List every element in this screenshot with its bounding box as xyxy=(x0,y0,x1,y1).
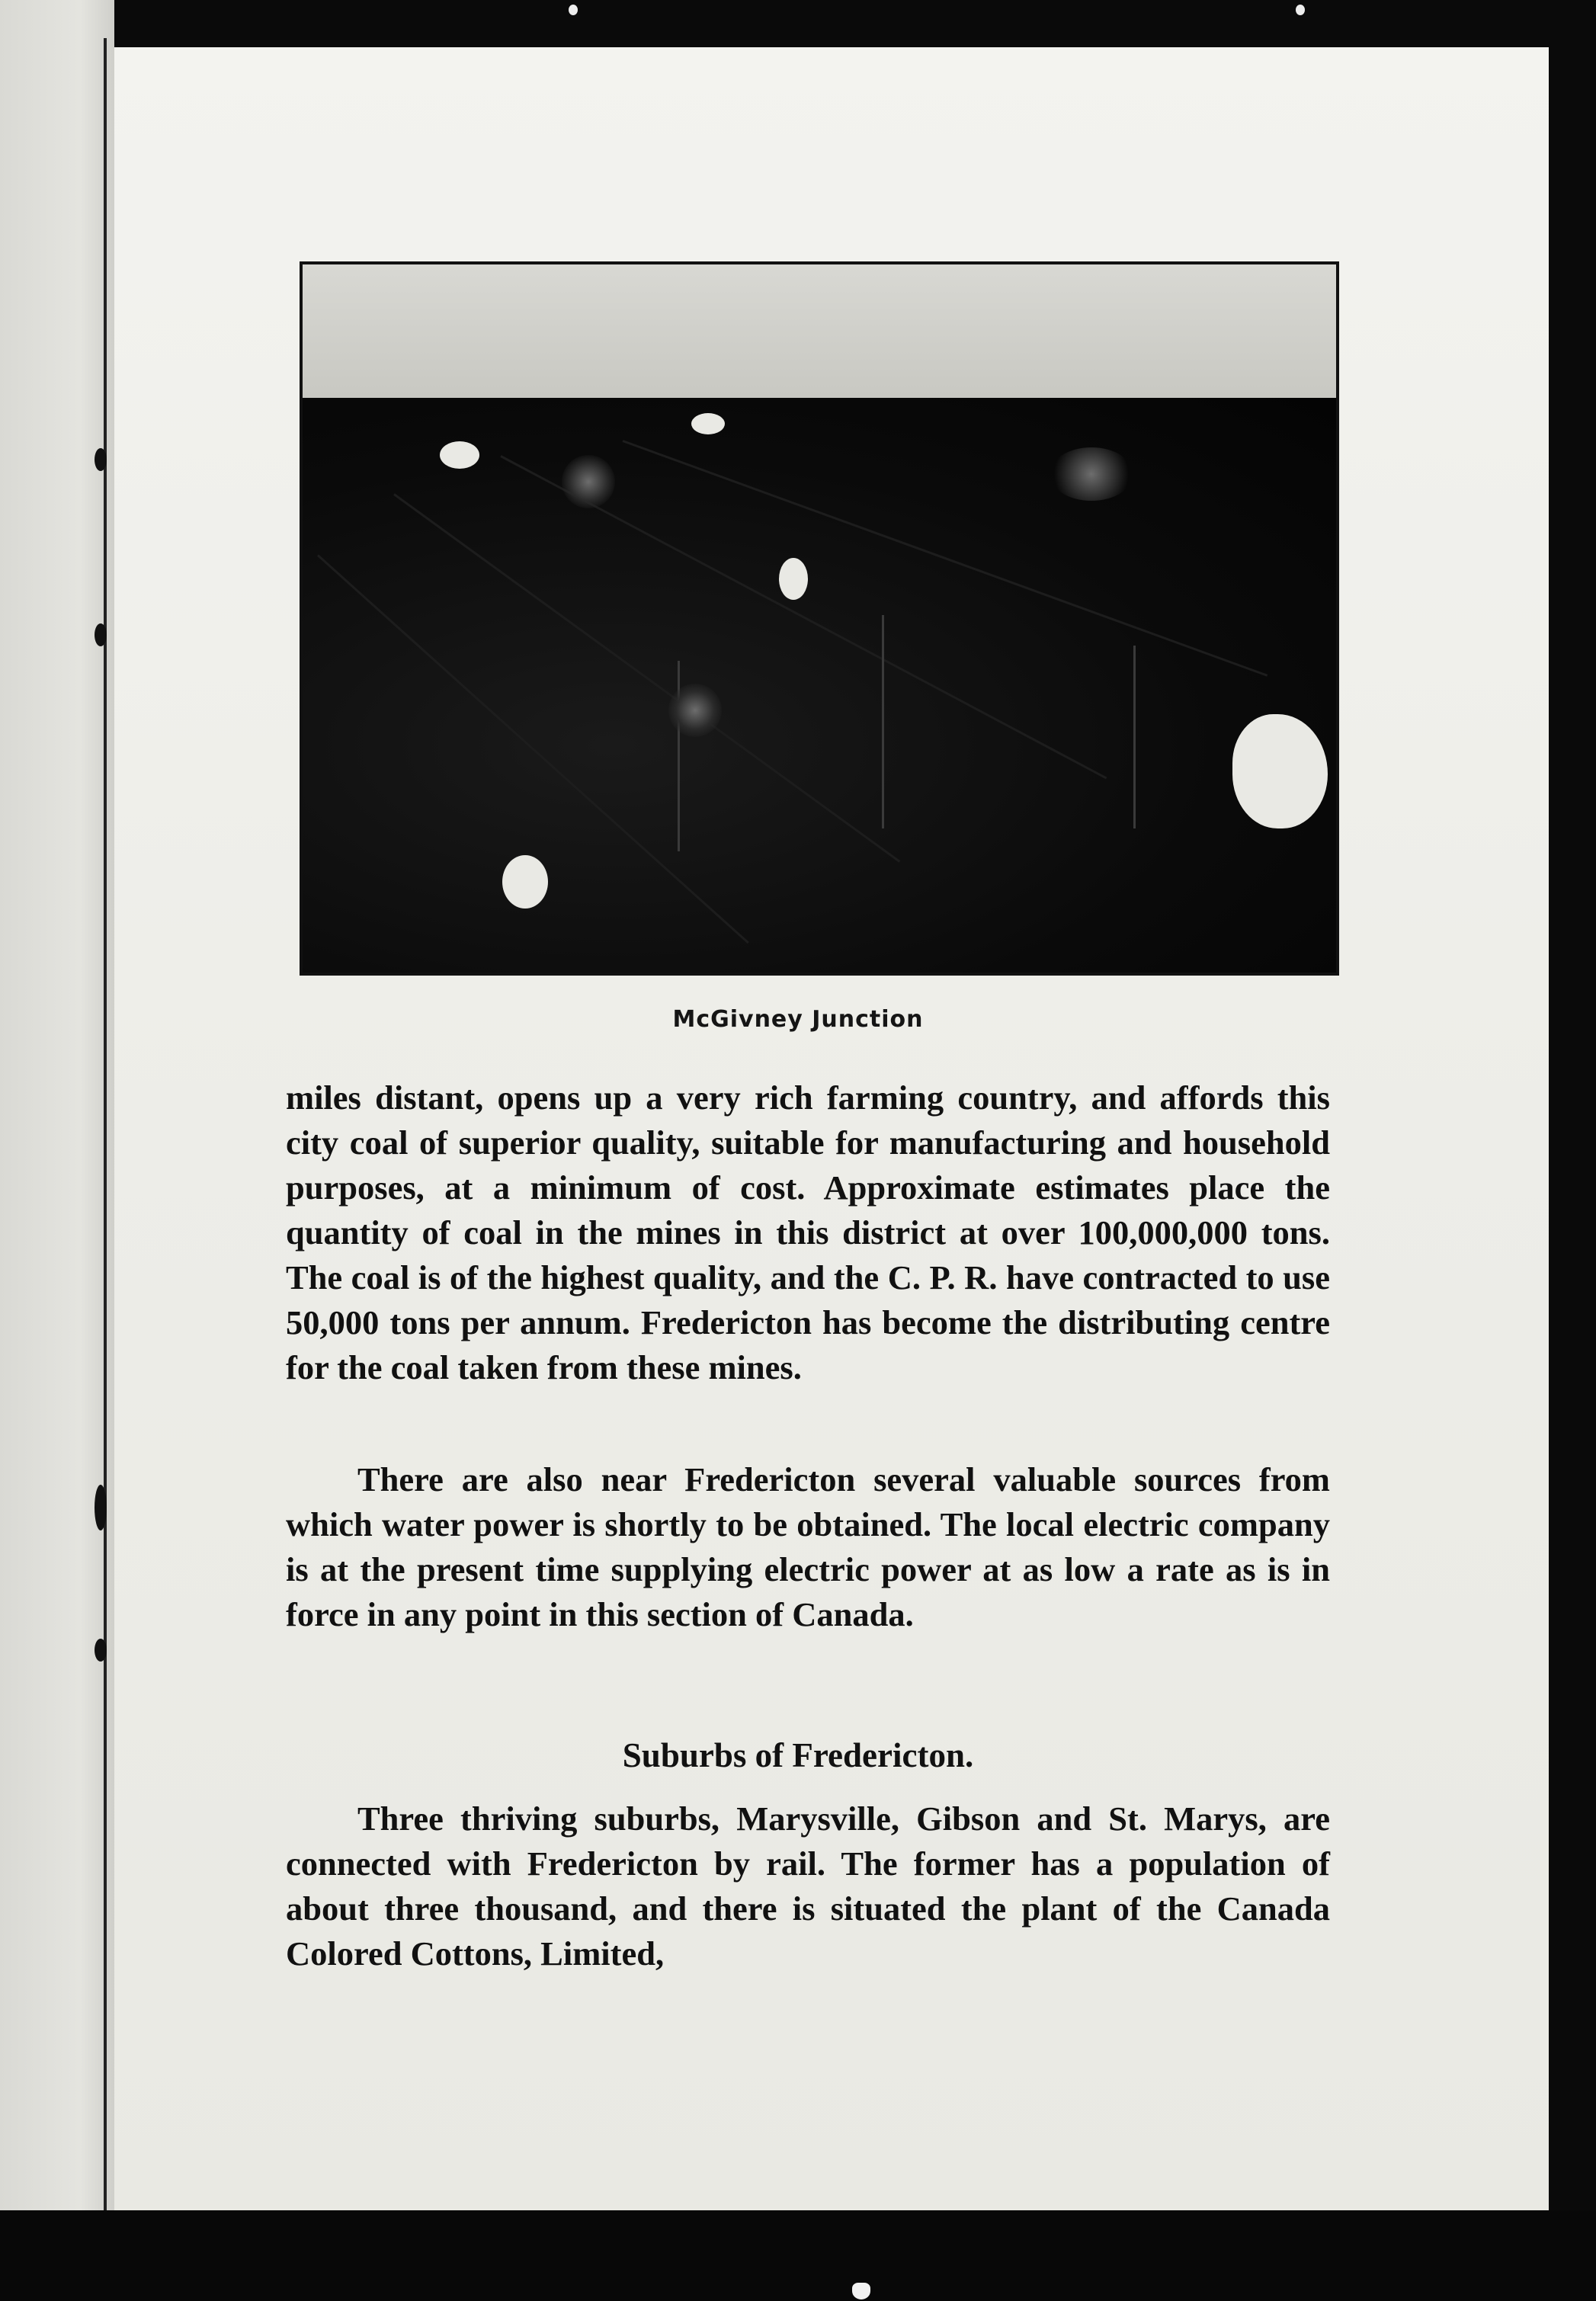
paragraph-text: Three thriving suburbs, Marysville, Gibson and St. Marys, are connected with Fredericton by rail. The former has a population of about three thousand, and there is situated the plant of the Canada Colored Cottons, Limited, xyxy=(286,1799,1330,1973)
paragraph-coal xyxy=(286,1075,1330,1390)
section-heading: Suburbs of Fredericton. xyxy=(622,1736,974,1774)
binding-line xyxy=(104,38,107,2210)
photo-railyard xyxy=(303,398,1336,976)
photo-signal-pole xyxy=(882,615,884,828)
photo-light xyxy=(668,684,722,737)
photo-caption: McGivney Junction xyxy=(672,1006,924,1033)
binding-mark xyxy=(95,1639,107,1662)
scan-speck xyxy=(852,2283,870,2299)
binding-mark xyxy=(95,448,107,471)
scan-speck xyxy=(1296,5,1305,15)
scan-speck xyxy=(569,5,578,15)
photo-damage-spot xyxy=(779,558,808,600)
photo-damage-spot xyxy=(502,855,548,909)
photo-damage-spot xyxy=(691,413,725,434)
paragraph-text: There are also near Fredericton several valuable sources from which water power is shortly to be obtained. The local electric company is at the present time supplying electric power at as low a rate as is in force in any point in this section of Canada. xyxy=(286,1460,1330,1633)
photo-light xyxy=(562,455,615,508)
binding-mark xyxy=(95,1485,107,1530)
scan-bottom-edge xyxy=(0,2210,1596,2301)
left-page-edge xyxy=(0,0,114,2210)
paragraph-suburbs xyxy=(286,1796,1330,1976)
binding-mark xyxy=(95,623,107,646)
photo-building xyxy=(1050,447,1133,501)
photo-damage-spot xyxy=(440,441,479,469)
paragraph-text: miles distant, opens up a very rich farming country, and affords this city coal of superior quality, suitable for manufacturing and household purposes, at a minimum of cost. Approximate estimates place the quantity of coal in the mines in this district at over 100,000,000 tons. The coal is of the highest quality, and the C. P. R. have contracted to use 50,000 tons per annum. Fredericton has become the distributing centre for the coal taken from these mines. xyxy=(286,1078,1330,1386)
photo-sky xyxy=(303,264,1336,398)
photograph xyxy=(300,261,1339,976)
paragraph-water-power xyxy=(286,1457,1330,1637)
photo-signal-pole xyxy=(1133,646,1136,828)
